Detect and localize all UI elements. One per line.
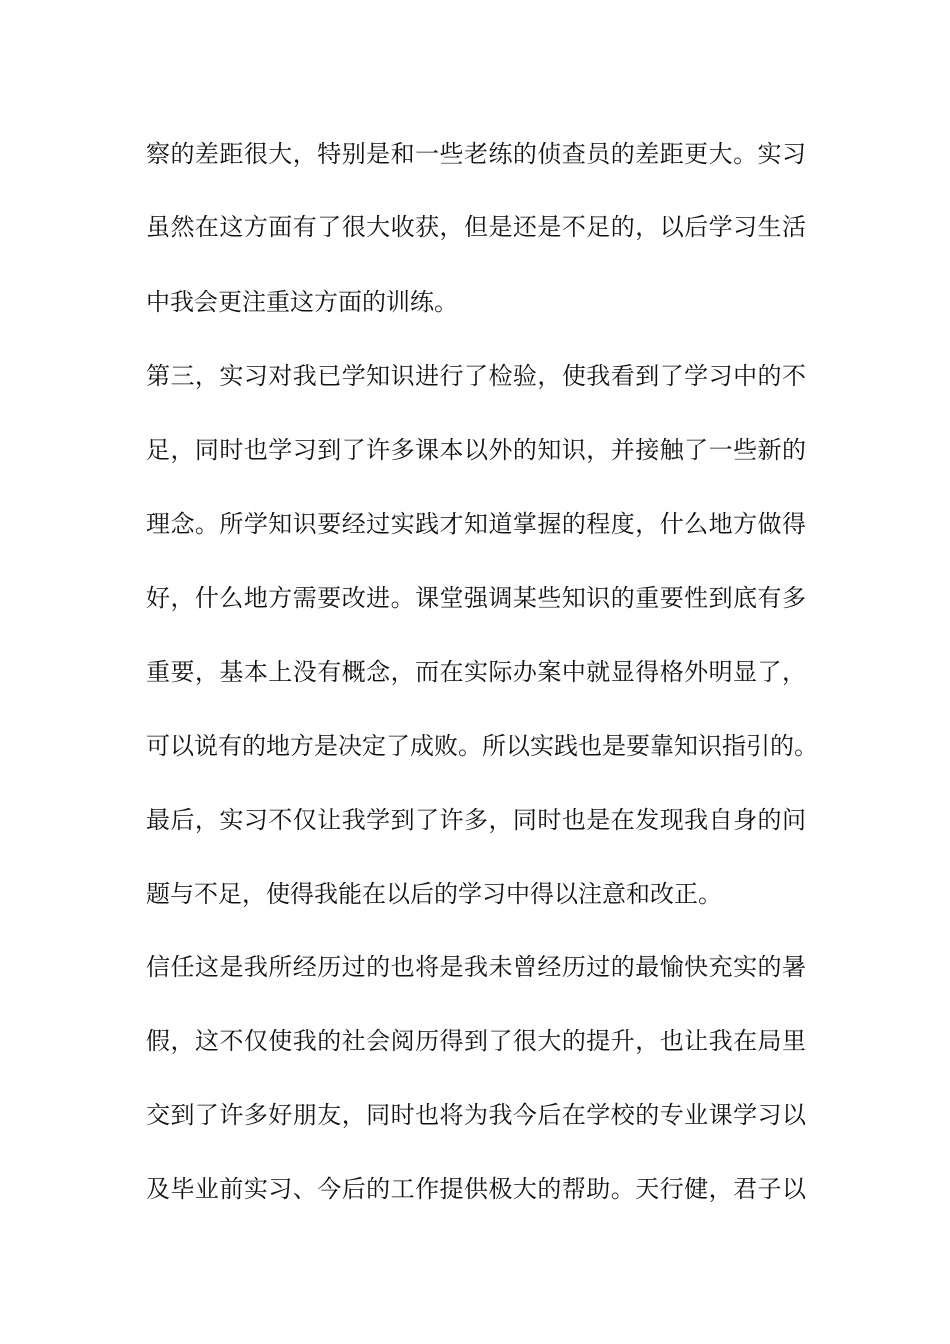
text-line: 察的差距很大，特别是和一些老练的侦查员的差距更大。实习 [146, 140, 806, 168]
text-line: 信任这是我所经历过的也将是我未曾经历过的最愉快充实的暑 [146, 953, 806, 981]
text-line: 好，什么地方需要改进。课堂强调某些知识的重要性到底有多 [146, 584, 806, 612]
text-line: 第三，实习对我已学知识进行了检验，使我看到了学习中的不 [146, 362, 806, 390]
text-line: 及毕业前实习、今后的工作提供极大的帮助。天行健，君子以 [146, 1175, 806, 1203]
text-line: 交到了许多好朋友，同时也将为我今后在学校的专业课学习以 [146, 1101, 806, 1129]
text-line: 中我会更注重这方面的训练。 [146, 288, 458, 316]
text-line: 可以说有的地方是决定了成败。所以实践也是要靠知识指引的。 [146, 732, 818, 760]
text-line: 足，同时也学习到了许多课本以外的知识，并接触了一些新的 [146, 436, 806, 464]
text-line: 虽然在这方面有了很大收获，但是还是不足的，以后学习生活 [146, 213, 806, 241]
text-line: 重要，基本上没有概念，而在实际办案中就显得格外明显了， [146, 658, 806, 686]
text-line: 假，这不仅使我的社会阅历得到了很大的提升，也让我在局里 [146, 1027, 806, 1055]
text-line: 理念。所学知识要经过实践才知道掌握的程度，什么地方做得 [146, 510, 806, 538]
text-line: 最后，实习不仅让我学到了许多，同时也是在发现我自身的问 [146, 806, 806, 834]
text-line: 题与不足，使得我能在以后的学习中得以注意和改正。 [146, 880, 722, 908]
